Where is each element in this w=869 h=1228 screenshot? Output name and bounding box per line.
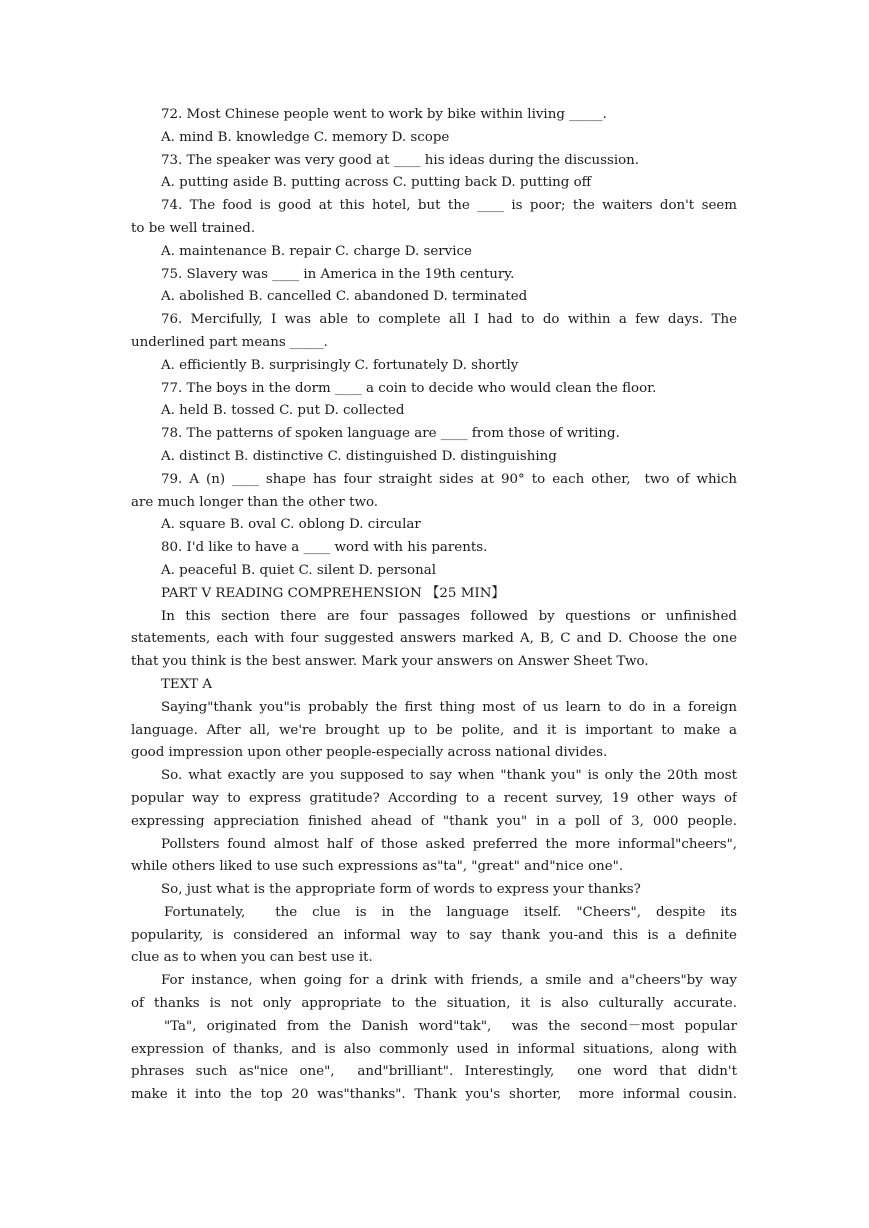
- passage-line: Saying"thank you"is probably the first thing most of us learn to do in a foreign: [161, 699, 737, 715]
- passage-line: popular way to express gratitude? According to a recent survey, 19 other ways of: [131, 790, 737, 806]
- instructions-line: that you think is the best answer. Mark your answers on Answer Sheet Two.: [131, 654, 649, 670]
- passage-line: Pollsters found almost half of those asked preferred the more informal"cheers",: [161, 836, 737, 852]
- text-a-heading: TEXT A: [161, 676, 213, 692]
- question-79: 79. A (n) ____ shape has four straight sides at 90° to each other, two of which: [161, 471, 737, 487]
- options-75: A. abolished B. cancelled C. abandoned D. terminated: [161, 289, 528, 305]
- question-74-cont: to be well trained.: [131, 220, 256, 236]
- document-page: [131, 104, 737, 1107]
- passage-line: Fortunately, the clue is in the language itself. "Cheers", despite its: [164, 904, 737, 920]
- passage-line: popularity, is considered an informal way to say thank you-and this is a definite: [131, 927, 737, 943]
- passage-line: For instance, when going for a drink with friends, a smile and a"cheers"by way: [161, 973, 737, 989]
- options-72: A. mind B. knowledge C. memory D. scope: [161, 129, 450, 145]
- passage-line: So, just what is the appropriate form of words to express your thanks?: [161, 882, 641, 898]
- passage-line: good impression upon other people-especially across national divides.: [131, 745, 608, 761]
- options-74: A. maintenance B. repair C. charge D. service: [161, 243, 472, 259]
- options-80: A. peaceful B. quiet C. silent D. personal: [161, 562, 436, 578]
- passage-line: So. what exactly are you supposed to say when "thank you" is only the 20th most: [161, 768, 737, 784]
- section-heading: PART V READING COMPREHENSION 【25 MIN】: [161, 585, 505, 601]
- question-73: 73. The speaker was very good at ____ his ideas during the discussion.: [161, 152, 640, 168]
- options-77: A. held B. tossed C. put D. collected: [161, 403, 405, 419]
- options-78: A. distinct B. distinctive C. distinguished D. distinguishing: [161, 448, 557, 464]
- passage-line: expression of thanks, and is also commonly used in informal situations, along with: [131, 1041, 737, 1057]
- question-79-cont: are much longer than the other two.: [131, 494, 379, 510]
- instructions-line: In this section there are four passages followed by questions or unfinished: [161, 608, 737, 624]
- passage-line: phrases such as"nice one", and"brilliant". Interestingly, one word that didn't: [131, 1064, 737, 1080]
- question-78: 78. The patterns of spoken language are ____ from those of writing.: [161, 426, 620, 442]
- question-72: 72. Most Chinese people went to work by bike within living _____.: [161, 107, 607, 122]
- passage-line: of thanks is not only appropriate to the situation, it is also culturally accurate.: [131, 996, 737, 1012]
- options-79: A. square B. oval C. oblong D. circular: [161, 517, 421, 533]
- question-77: 77. The boys in the dorm ____ a coin to decide who would clean the floor.: [161, 380, 657, 396]
- passage-line: make it into the top 20 was"thanks". Thank you's shorter, more informal cousin.: [131, 1087, 737, 1103]
- question-76-cont: underlined part means _____.: [131, 334, 328, 350]
- instructions-line: statements, each with four suggested answers marked A, B, C and D. Choose the one: [131, 631, 737, 647]
- passage-line: language. After all, we're brought up to be polite, and it is important to make a: [131, 722, 737, 738]
- question-74: 74. The food is good at this hotel, but the ____ is poor; the waiters don't seem: [161, 198, 737, 214]
- passage-line: expressing appreciation finished ahead of "thank you" in a poll of 3, 000 people.: [131, 813, 737, 829]
- options-76: A. efficiently B. surprisingly C. fortunately D. shortly: [161, 357, 519, 373]
- question-76: 76. Mercifully, I was able to complete all I had to do within a few days. The: [161, 312, 737, 328]
- passage-line: while others liked to use such expressions as"ta", "great" and"nice one".: [131, 859, 624, 875]
- question-80: 80. I'd like to have a ____ word with his parents.: [161, 540, 488, 556]
- passage-line: "Ta", originated from the Danish word"tak", was the second－most popular: [164, 1018, 737, 1034]
- passage-line: clue as to when you can best use it.: [131, 950, 373, 966]
- options-73: A. putting aside B. putting across C. putting back D. putting off: [161, 175, 592, 191]
- question-75: 75. Slavery was ____ in America in the 19th century.: [161, 266, 515, 282]
